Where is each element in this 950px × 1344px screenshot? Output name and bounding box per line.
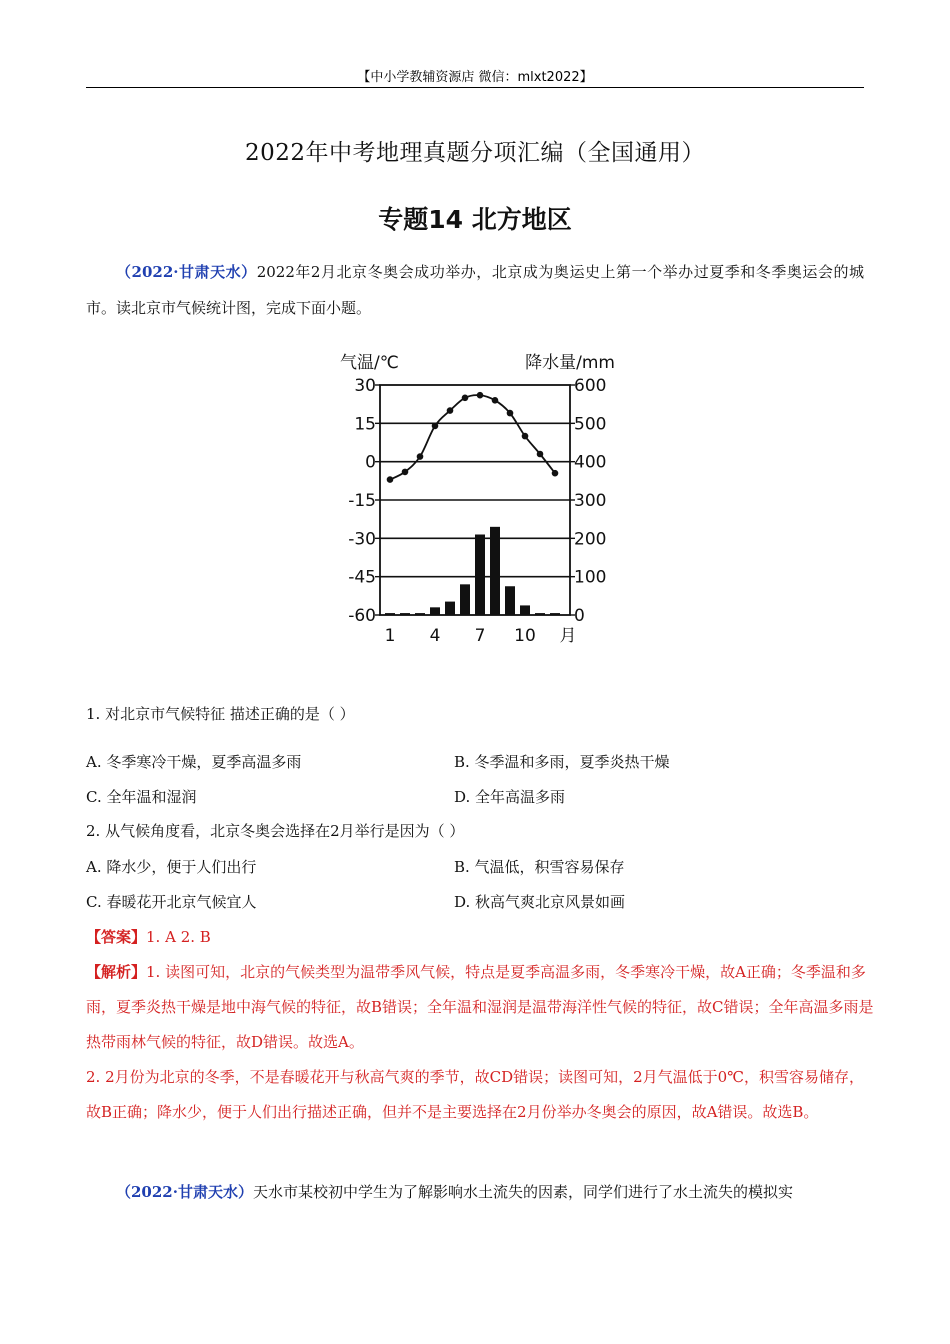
temperature-point: [492, 397, 499, 404]
left-tick-label: 15: [354, 414, 376, 435]
q2-option-c: C. 春暖花开北京气候宜人: [86, 893, 257, 911]
analysis-text-1: 1. 读图可知，北京的气候类型为温带季风气候，特点是夏季高温多雨，冬季寒冷干燥，故A正确；冬季温和多雨，夏季炎热干燥是地中海气候的特征，故B错误；全年温和湿润是温带海洋性气候的特征，故C错误；全年高温多雨是热带雨林气候的特征，故D错误。故选A。: [86, 963, 874, 1051]
answer-line: [86, 926, 211, 947]
question-2: 2. 从气候角度看，北京冬奥会选择在2月举行是因为（ ）: [86, 822, 465, 840]
precipitation-bar: [460, 584, 470, 615]
climate-chart: [335, 340, 635, 655]
precipitation-bar: [550, 613, 560, 615]
intro-paragraph: [86, 254, 864, 326]
left-tick-label: -30: [348, 529, 376, 550]
analysis-paragraph-1: [86, 955, 876, 1060]
temperature-point: [537, 451, 544, 458]
next-question-intro: [86, 1174, 864, 1210]
temperature-point: [402, 469, 409, 476]
left-tick-label: 0: [365, 452, 376, 473]
precipitation-bar: [400, 613, 410, 615]
right-tick-label: 0: [574, 606, 585, 626]
temperature-point: [552, 470, 559, 477]
left-tick-label: -15: [348, 491, 376, 511]
right-tick-label: 500: [574, 414, 607, 435]
right-tick-label: 200: [574, 529, 607, 550]
x-tick-label: 10: [514, 626, 536, 646]
document-title: 2022年中考地理真题分项汇编（全国通用）: [244, 140, 706, 166]
q2-option-a: A. 降水少，便于人们出行: [86, 858, 257, 876]
next-source: （2022·甘肃天水）: [116, 1183, 253, 1201]
precipitation-bar: [475, 535, 485, 616]
temperature-point: [522, 433, 529, 440]
temperature-point: [507, 410, 514, 417]
intro-source: （2022·甘肃天水）: [116, 263, 257, 281]
precipitation-bar: [535, 613, 545, 615]
temperature-point: [447, 407, 454, 414]
x-tick-label: 7: [474, 626, 486, 646]
question-1: 1. 对北京市气候特征 描述正确的是（ ）: [86, 705, 355, 723]
q1-option-b: B. 冬季温和多雨，夏季炎热干燥: [454, 753, 670, 771]
q2-option-b: B. 气温低，积雪容易保存: [454, 858, 625, 876]
answer-tag: 【答案】: [86, 928, 147, 946]
temperature-point: [432, 423, 439, 430]
temperature-point: [477, 392, 484, 399]
precipitation-bar: [505, 586, 515, 615]
left-axis-title: 气温/℃: [340, 353, 399, 373]
analysis-paragraph-2: 2. 2月份为北京的冬季，不是春暖花开与秋高气爽的季节，故CD错误；读图可知，2月气温低于0℃，积雪容易储存，故B正确；降水少，便于人们出行描述正确，但并不是主要选择在2月份举办冬奥会的原因，故A错误。故选B。: [86, 1068, 864, 1121]
q1-option-d: D. 全年高温多雨: [454, 788, 566, 806]
precipitation-bar: [415, 613, 425, 615]
temperature-point: [462, 394, 469, 401]
right-tick-label: 400: [574, 452, 607, 473]
precipitation-bar: [385, 613, 395, 615]
left-tick-label: 30: [354, 376, 376, 396]
precipitation-bar: [520, 605, 530, 615]
precipitation-bar: [445, 602, 455, 615]
x-tick-label: 4: [429, 626, 441, 646]
next-text: 天水市某校初中学生为了解影响水土流失的因素，同学们进行了水土流失的模拟实: [252, 1183, 793, 1201]
precipitation-bar: [490, 527, 500, 615]
analysis-block: [86, 955, 876, 1130]
temperature-point: [387, 476, 394, 483]
q1-option-a: A. 冬季寒冷干燥，夏季高温多雨: [86, 753, 302, 771]
x-tick-label: 1: [384, 626, 396, 646]
temperature-point: [417, 453, 424, 460]
right-tick-label: 600: [574, 376, 607, 396]
left-tick-label: -60: [348, 606, 376, 626]
precipitation-bar: [430, 607, 440, 615]
page-header: 【中小学教辅资源店 微信：mlxt2022】: [357, 70, 593, 85]
topic-title: 专题14 北方地区: [378, 205, 572, 234]
analysis-tag: 【解析】: [86, 963, 147, 981]
right-axis-title: 降水量/mm: [525, 353, 615, 373]
q2-option-d: D. 秋高气爽北京风景如画: [454, 893, 626, 911]
right-tick-label: 300: [574, 491, 607, 511]
x-axis-unit: 月: [559, 626, 577, 646]
answer-text: 1. A 2. B: [146, 928, 211, 946]
right-tick-label: 100: [574, 567, 607, 588]
left-tick-label: -45: [348, 567, 376, 588]
intro-text: 2022年2月北京冬奥会成功举办，北京成为奥运史上第一个举办过夏季和冬季奥运会的城市。读北京市气候统计图，完成下面小题。: [86, 263, 864, 317]
temperature-curve: [390, 395, 555, 479]
header-rule: [86, 87, 864, 88]
q1-option-c: C. 全年温和湿润: [86, 788, 197, 806]
